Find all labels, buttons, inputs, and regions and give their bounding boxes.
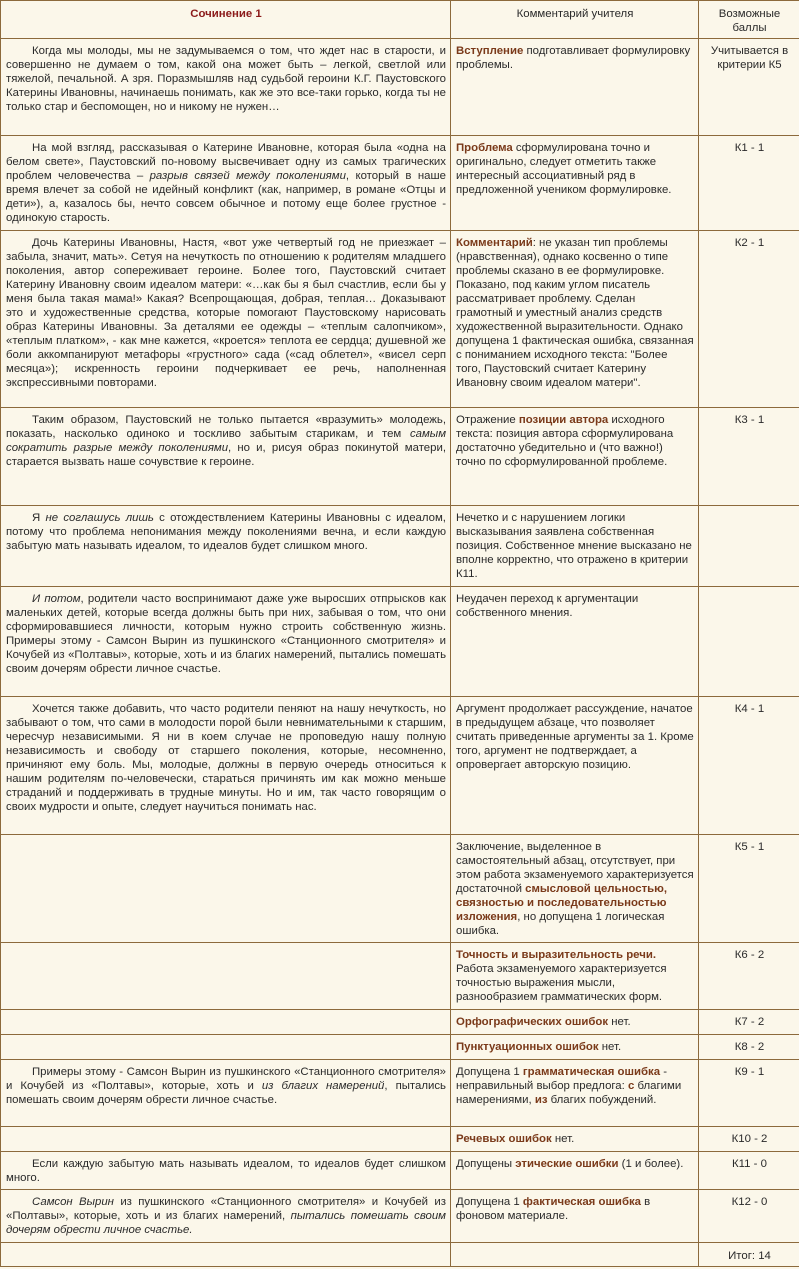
comment-text: подготавливает формулировку проблемы. [456,45,691,71]
comment-highlight: Проблема [456,142,513,154]
essay-text: , пытались помешать своим дочерям обрести личное счастье. [6,1080,446,1106]
comment-cell [451,1035,699,1060]
essay-cell [1,1010,451,1035]
essay-cell [1,1190,451,1243]
table-row [1,1060,799,1127]
essay-cell [1,587,451,697]
essay-cell [1,1152,451,1190]
comment-highlight: смысловой цельностью, связностью и последовательностью изложения [456,883,668,923]
comment-cell [451,231,699,408]
comment-highlight: Орфографических ошибок [456,1016,609,1028]
table-row [1,39,799,136]
total-row [1,1243,799,1267]
essay-column-header: Сочинение 1 [1,1,451,39]
comment-highlight: Вступление [456,45,524,57]
comment-cell [451,943,699,1010]
comment-highlight: Точность и выразительность речи. [456,949,656,961]
comment-highlight: грамматическая ошибка [522,1066,661,1078]
score-cell: К11 - 0 [699,1152,799,1190]
comment-cell [451,408,699,506]
table-row [1,136,799,231]
comment-cell [451,1010,699,1035]
comment-highlight: Пунктуационных ошибок [456,1041,599,1053]
table-row [1,697,799,835]
essay-text: Самсон Вырин [32,1196,114,1208]
comment-cell [451,697,699,835]
comment-text: Допущена 1 [456,1066,523,1078]
comment-text: : не указан тип проблемы (нравственная), однако косвенно о типе проблемы сказано в ее формулировке. Показано, под каким углом писатель рассматривает проблему. Сделан грамотный и уместный анализ средств художественной выразительности. Однако допущена 1 фактическая ошибка, связанная с пониманием исходного текста: "Более того, Паустовский считает Катерину Ивановну своим идеалом матери". [456,237,694,389]
comment-text: , но допущена 1 логическая ошибка. [456,911,665,937]
essay-cell [1,1035,451,1060]
table-row [1,943,799,1010]
essay-text: , который в наше время влечет за собой не идейный конфликт (как, например, в романе «Отцы и дети»), а, казалось бы, нечто совсем обычное и потому еще более грустное - одинокую старость. [6,170,446,224]
comment-cell [451,1060,699,1127]
score-cell: К1 - 1 [699,136,799,231]
essay-text: Когда мы молоды, мы не задумываемся о том, что ждет нас в старости, и совершенно не думаем о том, какой она может быть – легкой, светлой или тяжелой, печальной. А зря. Поразмышляв над судьбой героини К.Г. Паустовского Катерины Ивановны, начинаешь понимать, как же это все-таки горько, когда ты не только стар и беспомощен, но и никому не нужен… [6,45,446,113]
table-row [1,835,799,943]
essay-text: из благих намерений [261,1080,385,1092]
empty-cell [451,1243,699,1267]
score-cell: Учитывается в критерии К5 [699,39,799,136]
score-cell: К4 - 1 [699,697,799,835]
essay-text: самым сократить разрые между поколениями [6,428,446,454]
comment-column-header: Комментарий учителя [451,1,699,39]
comment-cell [451,835,699,943]
essay-text: , но и, рисуя образ покинутой матери, старается вызвать наше сочувствие к героине. [6,442,446,468]
essay-text: Таким образом, Паустовский не только пытается «вразумить» молодежь, показать, насколько одиноко и тоскливо забытым старикам, и тем [6,414,446,440]
essay-cell [1,408,451,506]
comment-highlight: Речевых ошибок [456,1133,552,1145]
comment-text: Неудачен переход к аргументации собственного мнения. [456,593,639,619]
header-row [1,1,799,39]
essay-cell [1,1060,451,1127]
table-row [1,1190,799,1243]
essay-cell [1,39,451,136]
essay-cell [1,136,451,231]
table-row [1,1010,799,1035]
table-row [1,408,799,506]
comment-highlight: фактическая ошибка [522,1196,642,1208]
score-cell: К2 - 1 [699,231,799,408]
comment-cell [451,1190,699,1243]
essay-text: Я [32,512,46,524]
essay-cell [1,697,451,835]
comment-cell [451,1127,699,1152]
comment-text: Допущены [456,1158,516,1170]
score-cell [699,506,799,587]
essay-cell [1,943,451,1010]
comment-text: исходного текста: позиция автора сформулирована достаточно убедительно и (что важно!) точно по сформулированной проблеме. [456,414,674,468]
comment-text: Аргумент продолжает рассуждение, начатое в предыдущем абзаце, что позволяет считать приведенные аргументы за 1. Кроме того, аргумент не подтверждает, а опровергает авторскую позицию. [456,703,694,771]
comment-highlight: с [627,1080,635,1092]
comment-text: благих побуждений. [547,1094,657,1106]
comment-highlight: Комментарий [456,237,533,249]
comment-text: Нечетко и с нарушением логики высказывания заявлена собственная позиция. Собственное мнение высказано не вполне корректно, что отражено в критерии К11. [456,512,692,580]
essay-text: И потом [32,593,81,605]
comment-text: (1 и более). [618,1158,684,1170]
table-row [1,506,799,587]
comment-text: Отражение [456,414,519,426]
score-column-header: Возможные баллы [699,1,799,39]
total-score: Итог: 14 [699,1243,799,1267]
essay-text: Хочется также добавить, что часто родители пеняют на нашу нечуткость, но забывают о том, что сами в молодости порой были невнимательными к старшим, чересчур независимыми. Я ни в коем случае не проповедую нашу полную независимость и свободу от старшего поколения, которые, несомненно, причиняют ему боль. Мы, молодые, должны в первую очередь относиться к нашим родителям по-человечески, стараться причинять им как можно меньше страданий и поддерживать в трудные минуты. Но и им, так часто говорящим о своих мудрости и опыте, следует научиться понимать нас. [6,703,446,813]
comment-cell [451,1152,699,1190]
score-cell: К8 - 2 [699,1035,799,1060]
essay-cell [1,506,451,587]
comment-text: нет. [598,1041,622,1053]
table-row [1,1035,799,1060]
comment-text: благими намерениями, [456,1080,682,1106]
empty-cell [1,1243,451,1267]
essay-cell [1,231,451,408]
comment-cell [451,136,699,231]
comment-highlight: этические ошибки [515,1158,619,1170]
comment-text: Допущена 1 [456,1196,523,1208]
score-cell [699,587,799,697]
table-row [1,1127,799,1152]
essay-text: разрыв связей между поколениями [149,170,346,182]
comment-highlight: позиции автора [518,414,609,426]
score-cell: К6 - 2 [699,943,799,1010]
essay-text: Если каждую забытую мать называть идеалом, то идеалов будет слишком много. [6,1158,446,1184]
table-row [1,587,799,697]
score-cell: К7 - 2 [699,1010,799,1035]
essay-text: из пушкинского «Станционного смотрителя» и Кочубей из «Полтавы», которые, хоть и из благих намерений, [6,1196,446,1222]
comment-cell [451,506,699,587]
essay-text: Примеры этому - Самсон Вырин из пушкинского «Станционного смотрителя» и Кочубей из «Полтавы», которые, хоть и [6,1066,446,1092]
score-cell: К3 - 1 [699,408,799,506]
score-cell: К5 - 1 [699,835,799,943]
comment-text: Заключение, выделенное в самостоятельный абзац, отсутствует, при этом работа экзаменуемого характеризуется достаточной [456,841,694,895]
comment-cell [451,587,699,697]
essay-text: На мой взгляд, рассказывая о Катерине Ивановне, которая была «одна на белом свете», Паустовский по-новому высвечивает одну из самых трагических проблем человечества – [6,142,446,182]
comment-text: - неправильный выбор предлога: [456,1066,668,1092]
score-cell: К9 - 1 [699,1060,799,1127]
table-row [1,1152,799,1190]
comment-text: нет. [608,1016,631,1028]
comment-text: в фоновом материале. [456,1196,651,1222]
essay-text: с отождествлением Катерины Ивановны с идеалом, потому что проблема непонимания между поколениями вечна, и если каждую забытую мать называть идеалом, то идеалов будет слишком много. [6,512,446,552]
score-cell: К10 - 2 [699,1127,799,1152]
essay-cell [1,835,451,943]
essay-cell [1,1127,451,1152]
essay-text: пытались помешать своим дочерям обрести личное счастье. [6,1210,446,1236]
essay-text: , родители часто воспринимают даже уже выросших отпрысков как маленьких детей, которые всегда должны быть при них, забывая о том, что они сформировавшиеся личности, которым нужно строить собственную жизнь. Примеры этому - Самсон Вырин из пушкинского «Станционного смотрителя» и Кочубей из «Полтавы», которые, хоть и из благих намерений, пытались помешать своим дочерям обрести личное счастье. [6,593,446,675]
comment-text: Работа экзаменуемого характеризуется точностью выражения мысли, разнообразием грамматических форм. [456,963,667,1003]
comment-text: сформулирована точно и оригинально, следует отметить также интересный ассоциативный ряд в предложенной учеником формулировке. [456,142,672,196]
essay-text: не соглашусь лишь [45,512,154,524]
essay-text: Дочь Катерины Ивановны, Настя, «вот уже четвертый год не приезжает – забыла, значит, мать». Сетуя на нечуткость по отношению к родителям младшего поколения, автор сопереживает героине. Более того, Паустовский считает Катерину Ивановну своим идеалом матери: «…как бы я был счастлив, если бы у меня была такая мама!» Какая? Всепрощающая, добрая, теплая… Доказывают это и художественные средства, которые помогают Паустовскому нарисовать образ Катерины Ивановны. За деталями ее одежды – «теплым салопчиком», «теплым платком», - как мне кажется, «кроется» теплота ее сердца; душевной же боли аккомпанируют метафоры «грустного» сада («сад облетел», «висел серп месяца»); искренность героини подчеркивает ее речь, наполненная экспрессивными повторами. [6,237,446,389]
comment-text: нет. [551,1133,575,1145]
comment-cell [451,39,699,136]
score-cell: К12 - 0 [699,1190,799,1243]
table-row [1,231,799,408]
comment-highlight: из [534,1094,548,1106]
